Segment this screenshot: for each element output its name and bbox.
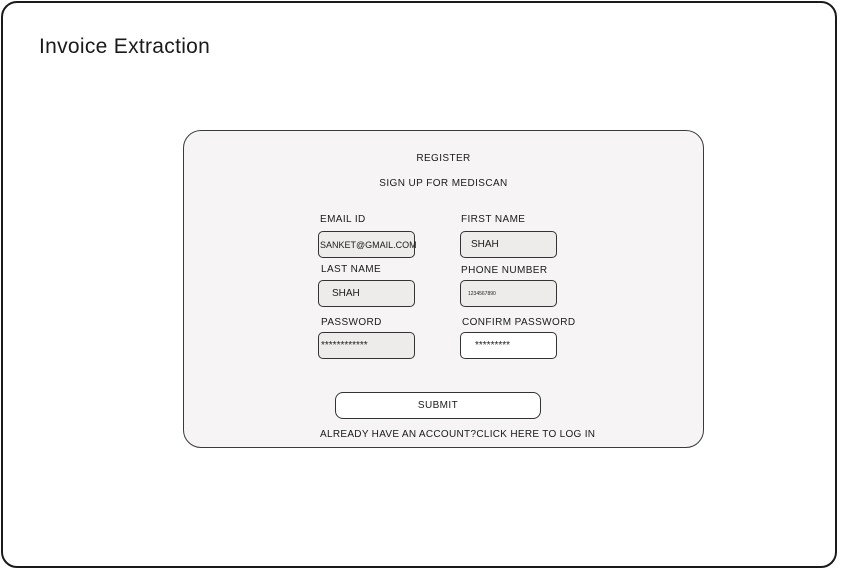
login-link[interactable]: ALREADY HAVE AN ACCOUNT?CLICK HERE TO LOG IN (320, 429, 596, 440)
first-name-field[interactable]: SHAH (460, 231, 557, 258)
password-label: PASSWORD (321, 317, 382, 328)
submit-button[interactable]: SUBMIT (335, 392, 541, 419)
form-title: REGISTER (416, 153, 471, 164)
last-name-field[interactable]: SHAH (318, 280, 415, 307)
app-title: Invoice Extraction (39, 35, 211, 58)
form-subtitle: SIGN UP FOR MEDISCAN (379, 178, 508, 189)
register-card (183, 130, 704, 448)
first-name-label: FIRST NAME (461, 214, 526, 225)
email-label: EMAIL ID (320, 214, 366, 225)
phone-field[interactable]: 1234567890 (460, 280, 557, 307)
email-field[interactable]: SANKET@GMAIL.COM (318, 231, 415, 258)
phone-label: PHONE NUMBER (461, 265, 548, 276)
confirm-password-field[interactable]: ********* (460, 332, 557, 359)
confirm-password-label: CONFIRM PASSWORD (462, 317, 576, 328)
password-field[interactable]: ************ (318, 332, 415, 359)
last-name-label: LAST NAME (321, 264, 382, 275)
app-window (1, 1, 837, 568)
